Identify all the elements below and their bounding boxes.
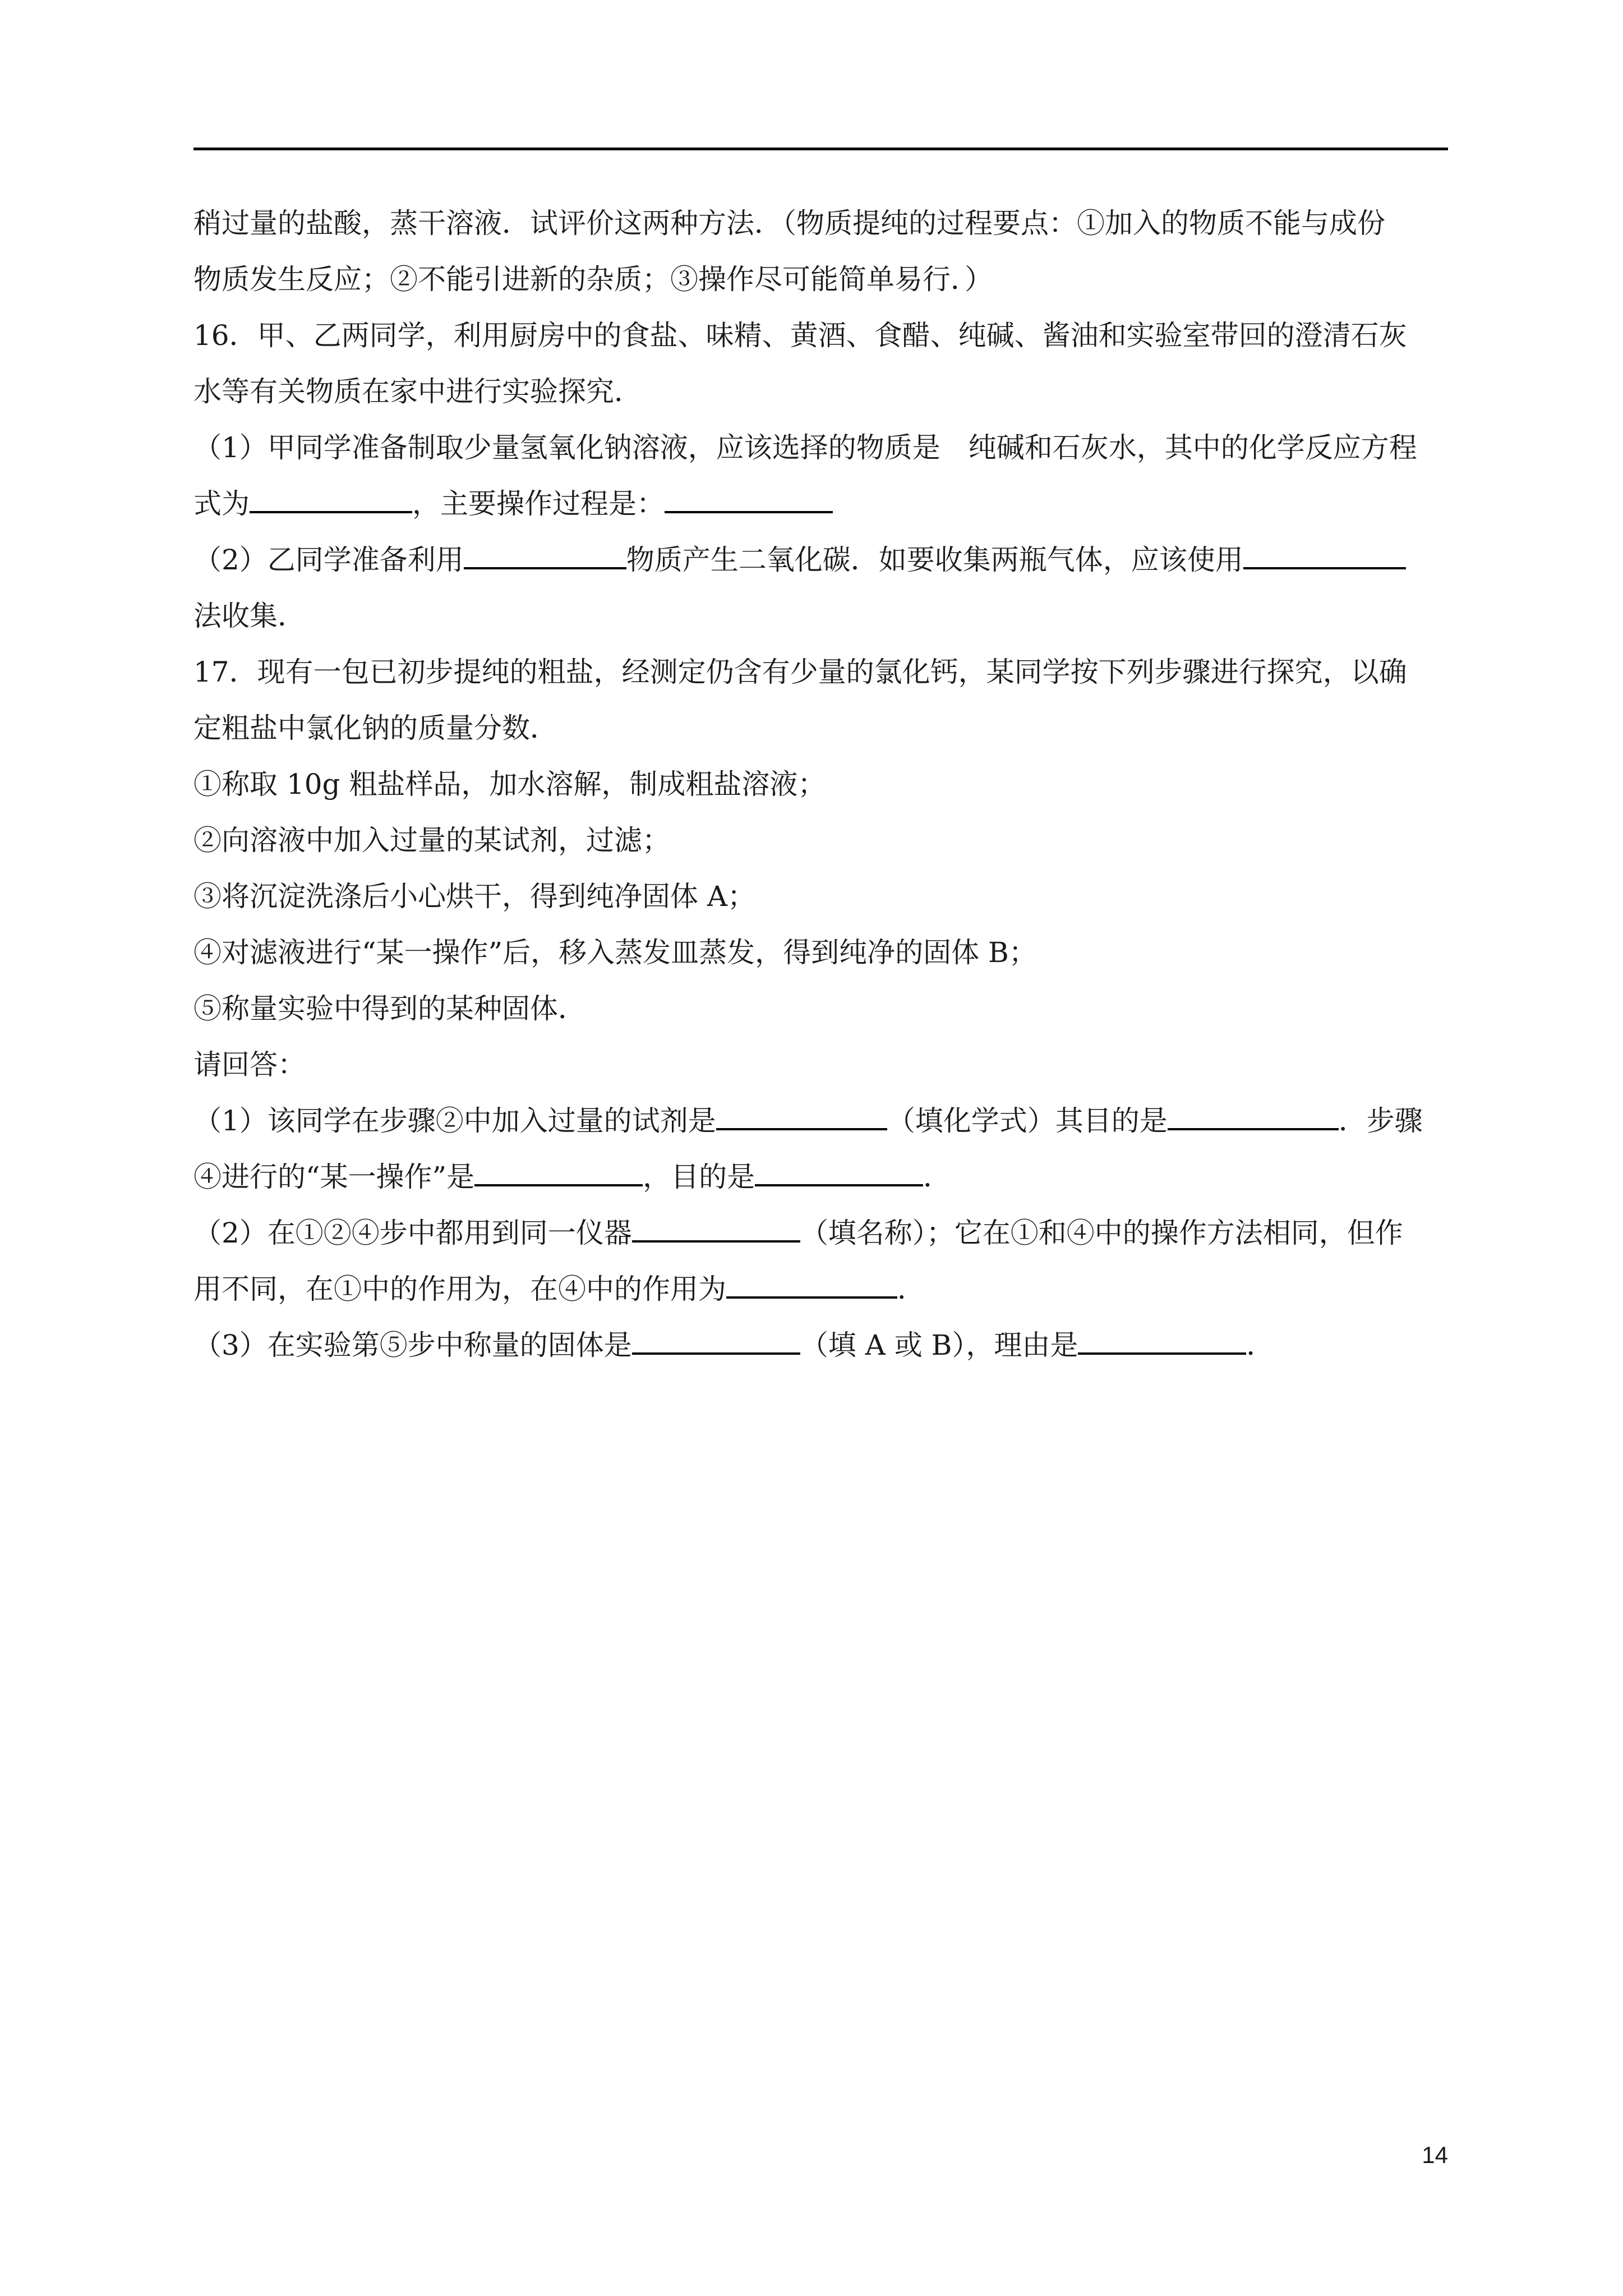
question-17-part-1 — [193, 1093, 1450, 1149]
text-segment: 物质产生二氧化碳．如要收集两瓶气体，应该使用 — [626, 544, 1243, 576]
answer-blank[interactable] — [1168, 1094, 1339, 1130]
question-17-part-3 — [193, 1317, 1450, 1373]
text-line: 定粗盐中氯化钠的质量分数． — [193, 712, 558, 744]
text-line — [193, 1261, 1450, 1317]
question-16-part-1: （1）甲同学准备制取少量氢氧化钠溶液，应该选择的物质是 纯碱和石灰水，其中的化学反应方程 — [193, 431, 1417, 464]
text-line — [193, 1149, 1450, 1205]
header-rule — [193, 148, 1448, 150]
question-17-stem: 17．现有一包已初步提纯的粗盐，经测定仍含有少量的氯化钙，某同学按下列步骤进行探究，以确 — [193, 656, 1407, 688]
question-17-part-2 — [193, 1205, 1450, 1261]
question-16-part-2 — [193, 532, 1450, 588]
text-segment: （填名称）；它在①和④中的操作方法相同，但作 — [800, 1217, 1403, 1249]
text-segment: ． — [1246, 1329, 1275, 1361]
question-16-stem: 16．甲、乙两同学，利用厨房中的食盐、味精、黄酒、食醋、纯碱、酱油和实验室带回的澄清石灰 — [193, 319, 1407, 352]
text-segment: ，目的是 — [643, 1161, 755, 1193]
document-body — [193, 195, 1450, 1373]
text-segment: ． — [923, 1161, 952, 1193]
prompt-answer: 请回答： — [193, 1048, 306, 1081]
answer-blank[interactable] — [474, 1151, 643, 1186]
text-segment: ． — [897, 1273, 925, 1305]
step-1: ①称取 10g 粗盐样品，加水溶解，制成粗盐溶液； — [193, 768, 826, 800]
answer-blank[interactable] — [716, 1094, 887, 1130]
page-number: 14 — [1422, 2142, 1448, 2168]
step-2: ②向溶液中加入过量的某试剂，过滤； — [193, 824, 670, 857]
step-4: ④对滤液进行“某一操作”后，移入蒸发皿蒸发，得到纯净的固体 B； — [193, 936, 1037, 969]
answer-blank[interactable] — [1078, 1319, 1246, 1355]
text-segment: 用不同，在①中的作用为，在④中的作用为 — [193, 1273, 726, 1305]
text-line: 法收集． — [193, 600, 306, 632]
text-segment: （2）在①②④步中都用到同一仪器 — [193, 1217, 632, 1249]
text-segment: （填 A 或 B），理由是 — [800, 1329, 1078, 1361]
text-line — [193, 476, 1450, 532]
text-segment: （3）在实验第⑤步中称量的固体是 — [193, 1329, 632, 1361]
answer-blank[interactable] — [632, 1319, 800, 1355]
answer-blank[interactable] — [665, 477, 833, 513]
text-segment: （1）该同学在步骤②中加入过量的试剂是 — [193, 1105, 716, 1137]
step-5: ⑤称量实验中得到的某种固体． — [193, 992, 586, 1025]
text-segment: ．步骤 — [1338, 1105, 1423, 1137]
text-segment: （填化学式）其目的是 — [887, 1105, 1168, 1137]
answer-blank[interactable] — [250, 477, 412, 513]
step-3: ③将沉淀洗涤后小心烘干，得到纯净固体 A； — [193, 880, 756, 913]
answer-blank[interactable] — [755, 1151, 923, 1186]
text-segment: 式为 — [193, 487, 250, 520]
text-line: 物质发生反应；②不能引进新的杂质；③操作尽可能简单易行．） — [193, 263, 993, 296]
text-segment: ，主要操作过程是： — [412, 487, 665, 520]
text-line: 稍过量的盐酸，蒸干溶液．试评价这两种方法．（物质提纯的过程要点：①加入的物质不能与成份 — [193, 207, 1385, 240]
text-segment: ④进行的“某一操作”是 — [193, 1161, 475, 1193]
answer-blank[interactable] — [726, 1263, 897, 1299]
answer-blank[interactable] — [1243, 533, 1406, 569]
answer-blank[interactable] — [632, 1207, 800, 1243]
answer-blank[interactable] — [464, 533, 626, 569]
text-line: 水等有关物质在家中进行实验探究． — [193, 375, 642, 408]
text-segment: （2）乙同学准备利用 — [193, 544, 464, 576]
